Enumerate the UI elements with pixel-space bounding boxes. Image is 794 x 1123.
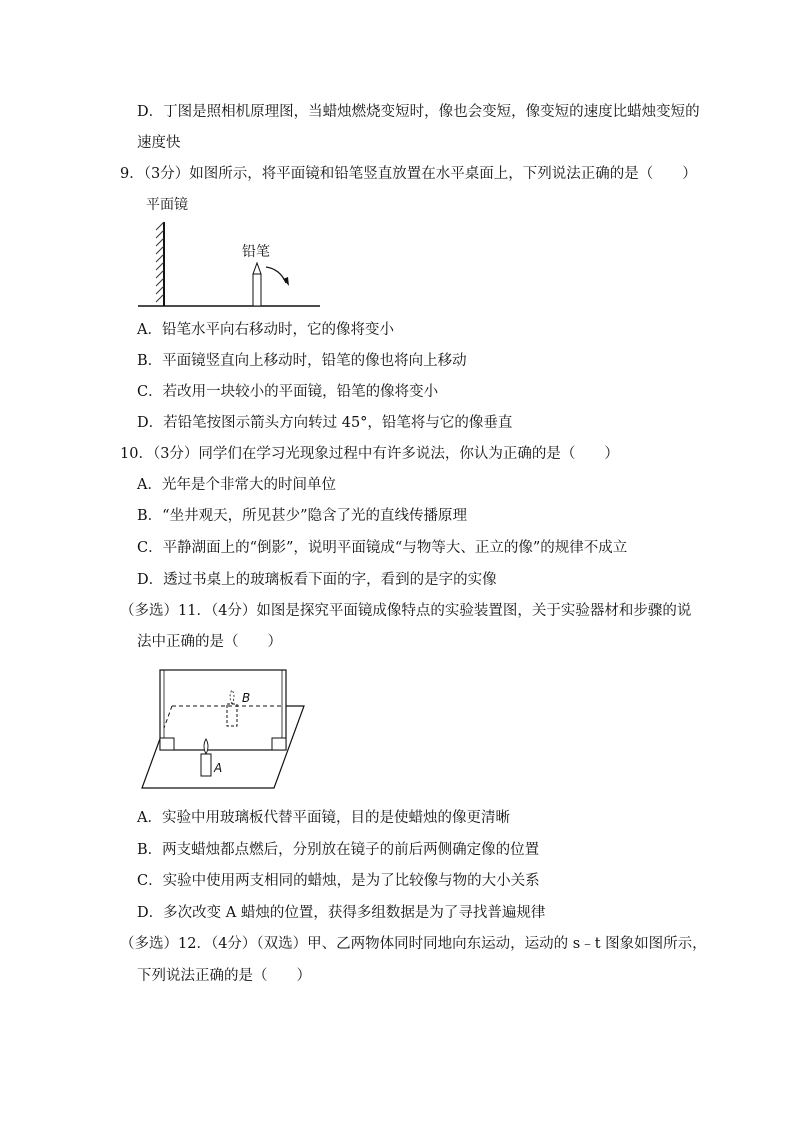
q10-stem: 10．（3分）同学们在学习光现象过程中有许多说法，你认为正确的是（ ） xyxy=(120,446,619,462)
mirror-pencil-diagram xyxy=(134,190,334,312)
q11-option-c: C．实验中使用两支相同的蜡烛，是为了比较像与物的大小关系 xyxy=(137,873,540,889)
q9-figure xyxy=(134,190,334,312)
q9-stem: 9．（3分）如图所示，将平面镜和铅笔竖直放置在水平桌面上，下列说法正确的是（ ） xyxy=(120,166,697,182)
q9-option-c: C．若改用一块较小的平面镜，铅笔的像将变小 xyxy=(137,384,439,400)
rotation-arrow xyxy=(266,267,286,283)
q10-option-d: D．透过书桌上的玻璃板看下面的字，看到的是字的实像 xyxy=(137,572,497,588)
q11-stem-line1: （多选）11．（4分）如图是探究平面镜成像特点的实验装置图，关于实验器材和步骤的说 xyxy=(120,603,692,619)
pencil-tip xyxy=(253,263,261,274)
q12-stem-line1: （多选）12．（4分）（双选）甲、乙两物体同时同地向东运动，运动的 s﹣t 图象如图所示， xyxy=(120,936,707,952)
candle-a-flame xyxy=(204,739,208,754)
q8-option-d-line2: 速度快 xyxy=(137,135,181,151)
pencil-label: 铅笔 xyxy=(242,244,270,260)
right-stand xyxy=(272,738,286,750)
q9-option-a: A．铅笔水平向右移动时，它的像将变小 xyxy=(137,322,394,338)
candle-a xyxy=(201,754,211,776)
q11-figure xyxy=(138,662,308,794)
mirror-label: 平面镜 xyxy=(146,197,188,213)
left-stand xyxy=(160,738,174,750)
q8-option-d-line1: D．丁图是照相机原理图，当蜡烛燃烧变短时，像也会变短，像变短的速度比蜡烛变短的 xyxy=(137,104,700,120)
label-b: B xyxy=(242,691,251,705)
q10-option-a: A．光年是个非常大的时间单位 xyxy=(137,477,336,493)
pencil-body xyxy=(253,274,261,306)
q12-stem-line2: 下列说法正确的是（ ） xyxy=(137,968,311,984)
plane-mirror-experiment-diagram xyxy=(138,662,308,794)
q9-option-b: B．平面镜竖直向上移动时，铅笔的像也将向上移动 xyxy=(137,353,467,369)
glass-plate xyxy=(160,670,286,750)
q11-option-b: B．两支蜡烛都点燃后，分别放在镜子的前后两侧确定像的位置 xyxy=(137,842,540,858)
q11-option-a: A．实验中用玻璃板代替平面镜，目的是使蜡烛的像更清晰 xyxy=(137,810,510,826)
q11-option-d: D．多次改变 A 蜡烛的位置，获得多组数据是为了寻找普遍规律 xyxy=(137,905,546,921)
label-a: A xyxy=(214,761,223,775)
q9-option-d: D．若铅笔按图示箭头方向转过 45°，铅笔将与它的像垂直 xyxy=(137,415,513,431)
q10-option-b: B．“坐井观天，所见甚少”隐含了光的直线传播原理 xyxy=(137,508,467,524)
mirror-hatching xyxy=(156,222,164,302)
q10-option-c: C．平静湖面上的“倒影”，说明平面镜成“与物等大、正立的像”的规律不成立 xyxy=(137,540,628,556)
q11-stem-line2: 法中正确的是（ ） xyxy=(137,634,282,650)
